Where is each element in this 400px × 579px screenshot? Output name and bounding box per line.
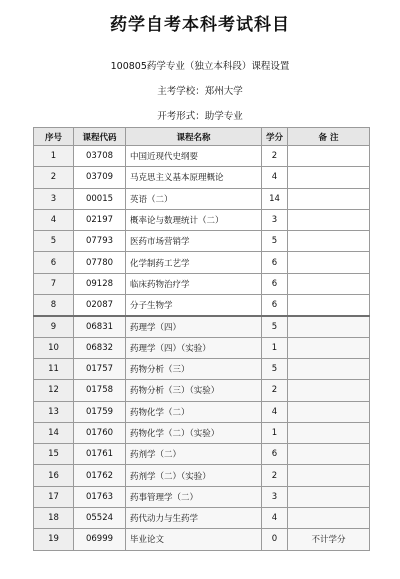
cell-name: 概率论与数理统计（二）: [126, 209, 262, 230]
cell-code: 01763: [74, 486, 126, 507]
cell-name: 药物化学（二）: [126, 401, 262, 422]
cell-no: 12: [34, 380, 74, 401]
cell-name: 药代动力与生药学: [126, 508, 262, 529]
cell-no: 2: [34, 167, 74, 188]
header-no: 序号: [34, 128, 74, 146]
cell-note: [288, 486, 370, 507]
table-row: [34, 508, 370, 529]
format-subtitle: 开考形式：助学专业: [157, 111, 243, 122]
header-code: 课程代码: [74, 128, 126, 146]
cell-no: 14: [34, 422, 74, 443]
table-row: [34, 295, 370, 316]
course-table: [33, 127, 370, 551]
cell-note: [288, 231, 370, 252]
table-row: [34, 252, 370, 273]
cell-note: [288, 316, 370, 337]
table-row: [34, 188, 370, 209]
table-row: [34, 358, 370, 379]
cell-credit: 4: [262, 508, 288, 529]
cell-no: 6: [34, 252, 74, 273]
cell-code: 07780: [74, 252, 126, 273]
cell-no: 8: [34, 295, 74, 316]
cell-no: 5: [34, 231, 74, 252]
header-note: 备 注: [288, 128, 370, 146]
cell-no: 7: [34, 273, 74, 294]
cell-no: 13: [34, 401, 74, 422]
table-row: [34, 337, 370, 358]
cell-credit: 6: [262, 252, 288, 273]
cell-code: 01761: [74, 444, 126, 465]
table-row: [34, 273, 370, 294]
cell-credit: 14: [262, 188, 288, 209]
cell-name: 英语（二）: [126, 188, 262, 209]
table-row: [34, 209, 370, 230]
cell-no: 18: [34, 508, 74, 529]
cell-code: 07793: [74, 231, 126, 252]
cell-code: 06999: [74, 529, 126, 550]
cell-note: [288, 295, 370, 316]
cell-note: [288, 188, 370, 209]
cell-credit: 6: [262, 295, 288, 316]
cell-no: 1: [34, 146, 74, 167]
cell-code: 05524: [74, 508, 126, 529]
cell-no: 9: [34, 316, 74, 337]
cell-credit: 5: [262, 316, 288, 337]
cell-note: [288, 508, 370, 529]
cell-name: 中国近现代史纲要: [126, 146, 262, 167]
cell-credit: 5: [262, 231, 288, 252]
cell-code: 00015: [74, 188, 126, 209]
document-title: 药学自考本科考试科目: [110, 15, 290, 35]
cell-name: 分子生物学: [126, 295, 262, 316]
cell-no: 4: [34, 209, 74, 230]
table-row: [34, 401, 370, 422]
table-body: [34, 146, 370, 551]
cell-code: 03708: [74, 146, 126, 167]
cell-note: [288, 209, 370, 230]
cell-name: 药物分析（三）: [126, 358, 262, 379]
table-row: [34, 529, 370, 550]
cell-credit: 1: [262, 422, 288, 443]
cell-code: 01760: [74, 422, 126, 443]
cell-name: 化学制药工艺学: [126, 252, 262, 273]
cell-name: 药剂学（二）: [126, 444, 262, 465]
cell-code: 03709: [74, 167, 126, 188]
cell-no: 3: [34, 188, 74, 209]
cell-note: [288, 380, 370, 401]
cell-name: 药事管理学（二）: [126, 486, 262, 507]
cell-credit: 6: [262, 273, 288, 294]
cell-no: 19: [34, 529, 74, 550]
cell-no: 15: [34, 444, 74, 465]
cell-note: [288, 444, 370, 465]
cell-name: 马克思主义基本原理概论: [126, 167, 262, 188]
table-row: [34, 486, 370, 507]
cell-note: [288, 252, 370, 273]
cell-name: 毕业论文: [126, 529, 262, 550]
school-subtitle: 主考学校：郑州大学: [157, 86, 243, 97]
cell-note: [288, 465, 370, 486]
cell-code: 02087: [74, 295, 126, 316]
cell-no: 10: [34, 337, 74, 358]
cell-note: [288, 273, 370, 294]
cell-note: 不计学分: [288, 529, 370, 550]
table-row: [34, 167, 370, 188]
cell-name: 药理学（四）: [126, 316, 262, 337]
table-row: [34, 380, 370, 401]
cell-credit: 2: [262, 146, 288, 167]
program-subtitle: 100805药学专业（独立本科段）课程设置: [110, 61, 290, 72]
table-row: [34, 146, 370, 167]
cell-credit: 2: [262, 465, 288, 486]
table-row: [34, 422, 370, 443]
cell-no: 16: [34, 465, 74, 486]
table-row: [34, 465, 370, 486]
cell-credit: 1: [262, 337, 288, 358]
cell-code: 01762: [74, 465, 126, 486]
cell-credit: 2: [262, 380, 288, 401]
table-header-row: [34, 128, 370, 146]
cell-credit: 3: [262, 486, 288, 507]
cell-note: [288, 401, 370, 422]
header-name: 课程名称: [126, 128, 262, 146]
cell-credit: 4: [262, 167, 288, 188]
cell-name: 临床药物治疗学: [126, 273, 262, 294]
cell-no: 17: [34, 486, 74, 507]
cell-note: [288, 337, 370, 358]
cell-name: 药剂学（二）（实验）: [126, 465, 262, 486]
table-row: [34, 444, 370, 465]
cell-note: [288, 358, 370, 379]
cell-code: 01757: [74, 358, 126, 379]
cell-note: [288, 146, 370, 167]
cell-name: 药理学（四）（实验）: [126, 337, 262, 358]
cell-code: 06832: [74, 337, 126, 358]
table-row: [34, 316, 370, 337]
cell-no: 11: [34, 358, 74, 379]
header-credit: 学分: [262, 128, 288, 146]
cell-note: [288, 167, 370, 188]
cell-credit: 6: [262, 444, 288, 465]
cell-name: 医药市场营销学: [126, 231, 262, 252]
cell-code: 09128: [74, 273, 126, 294]
cell-code: 06831: [74, 316, 126, 337]
cell-credit: 0: [262, 529, 288, 550]
cell-credit: 5: [262, 358, 288, 379]
cell-code: 02197: [74, 209, 126, 230]
cell-code: 01758: [74, 380, 126, 401]
cell-credit: 4: [262, 401, 288, 422]
cell-credit: 3: [262, 209, 288, 230]
cell-code: 01759: [74, 401, 126, 422]
cell-name: 药物化学（二）（实验）: [126, 422, 262, 443]
cell-name: 药物分析（三）（实验）: [126, 380, 262, 401]
table-row: [34, 231, 370, 252]
cell-note: [288, 422, 370, 443]
